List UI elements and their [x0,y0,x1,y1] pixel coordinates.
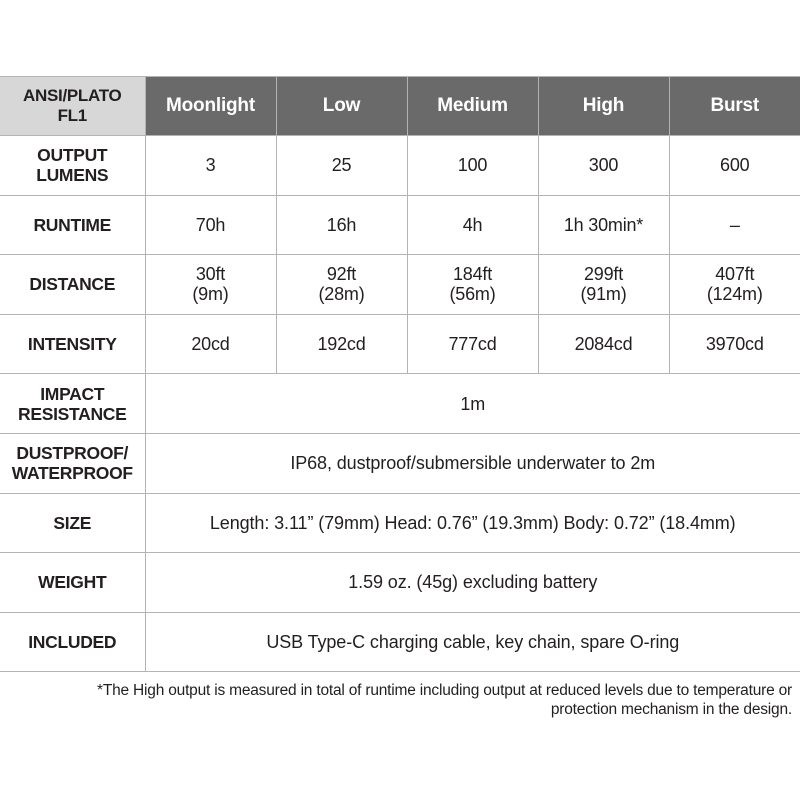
mode-header-burst: Burst [669,77,800,136]
row-label-waterproof: DUSTPROOF/ WATERPROOF [0,433,145,493]
corner-line: FL1 [57,106,87,125]
distance-value: 184ft (56m) [407,255,538,315]
impact-value: 1m [145,374,800,434]
waterproof-row [0,433,800,493]
runtime-value: 4h [407,195,538,255]
row-label-output: OUTPUT LUMENS [0,136,145,196]
runtime-value: 16h [276,195,407,255]
weight-row [0,553,800,613]
runtime-value: 70h [145,195,276,255]
output-value: 25 [276,136,407,196]
row-label-distance: DISTANCE [0,255,145,315]
runtime-value: – [669,195,800,255]
included-value: USB Type-C charging cable, key chain, spare O-ring [145,612,800,672]
mode-header-low: Low [276,77,407,136]
output-value: 600 [669,136,800,196]
row-label-size: SIZE [0,493,145,553]
intensity-row [0,314,800,374]
mode-header-medium: Medium [407,77,538,136]
footnote-line: protection mechanism in the design. [550,701,792,718]
intensity-value: 3970cd [669,314,800,374]
footnote [32,681,792,719]
distance-value: 92ft (28m) [276,255,407,315]
size-row [0,493,800,553]
corner-cell [0,77,145,136]
distance-value: 30ft (9m) [145,255,276,315]
footnote-line: *The High output is measured in total of runtime including output at reduced levels due to temperature or [97,682,792,699]
mode-header-moonlight: Moonlight [145,77,276,136]
mode-header-high: High [538,77,669,136]
header-row [0,77,800,136]
row-label-intensity: INTENSITY [0,314,145,374]
spec-table [0,76,800,672]
output-value: 100 [407,136,538,196]
intensity-value: 2084cd [538,314,669,374]
output-row [0,136,800,196]
intensity-value: 20cd [145,314,276,374]
impact-row [0,374,800,434]
row-label-impact: IMPACT RESISTANCE [0,374,145,434]
row-label-weight: WEIGHT [0,553,145,613]
runtime-row [0,195,800,255]
row-label-included: INCLUDED [0,612,145,672]
intensity-value: 192cd [276,314,407,374]
size-value: Length: 3.11” (79mm) Head: 0.76” (19.3mm) Body: 0.72” (18.4mm) [145,493,800,553]
distance-value: 407ft (124m) [669,255,800,315]
weight-value: 1.59 oz. (45g) excluding battery [145,553,800,613]
waterproof-value: IP68, dustproof/submersible underwater to 2m [145,433,800,493]
output-value: 300 [538,136,669,196]
corner-line: ANSI/PLATO [23,86,122,105]
distance-value: 299ft (91m) [538,255,669,315]
row-label-runtime: RUNTIME [0,195,145,255]
output-value: 3 [145,136,276,196]
intensity-value: 777cd [407,314,538,374]
included-row [0,612,800,672]
distance-row [0,255,800,315]
runtime-value: 1h 30min* [538,195,669,255]
